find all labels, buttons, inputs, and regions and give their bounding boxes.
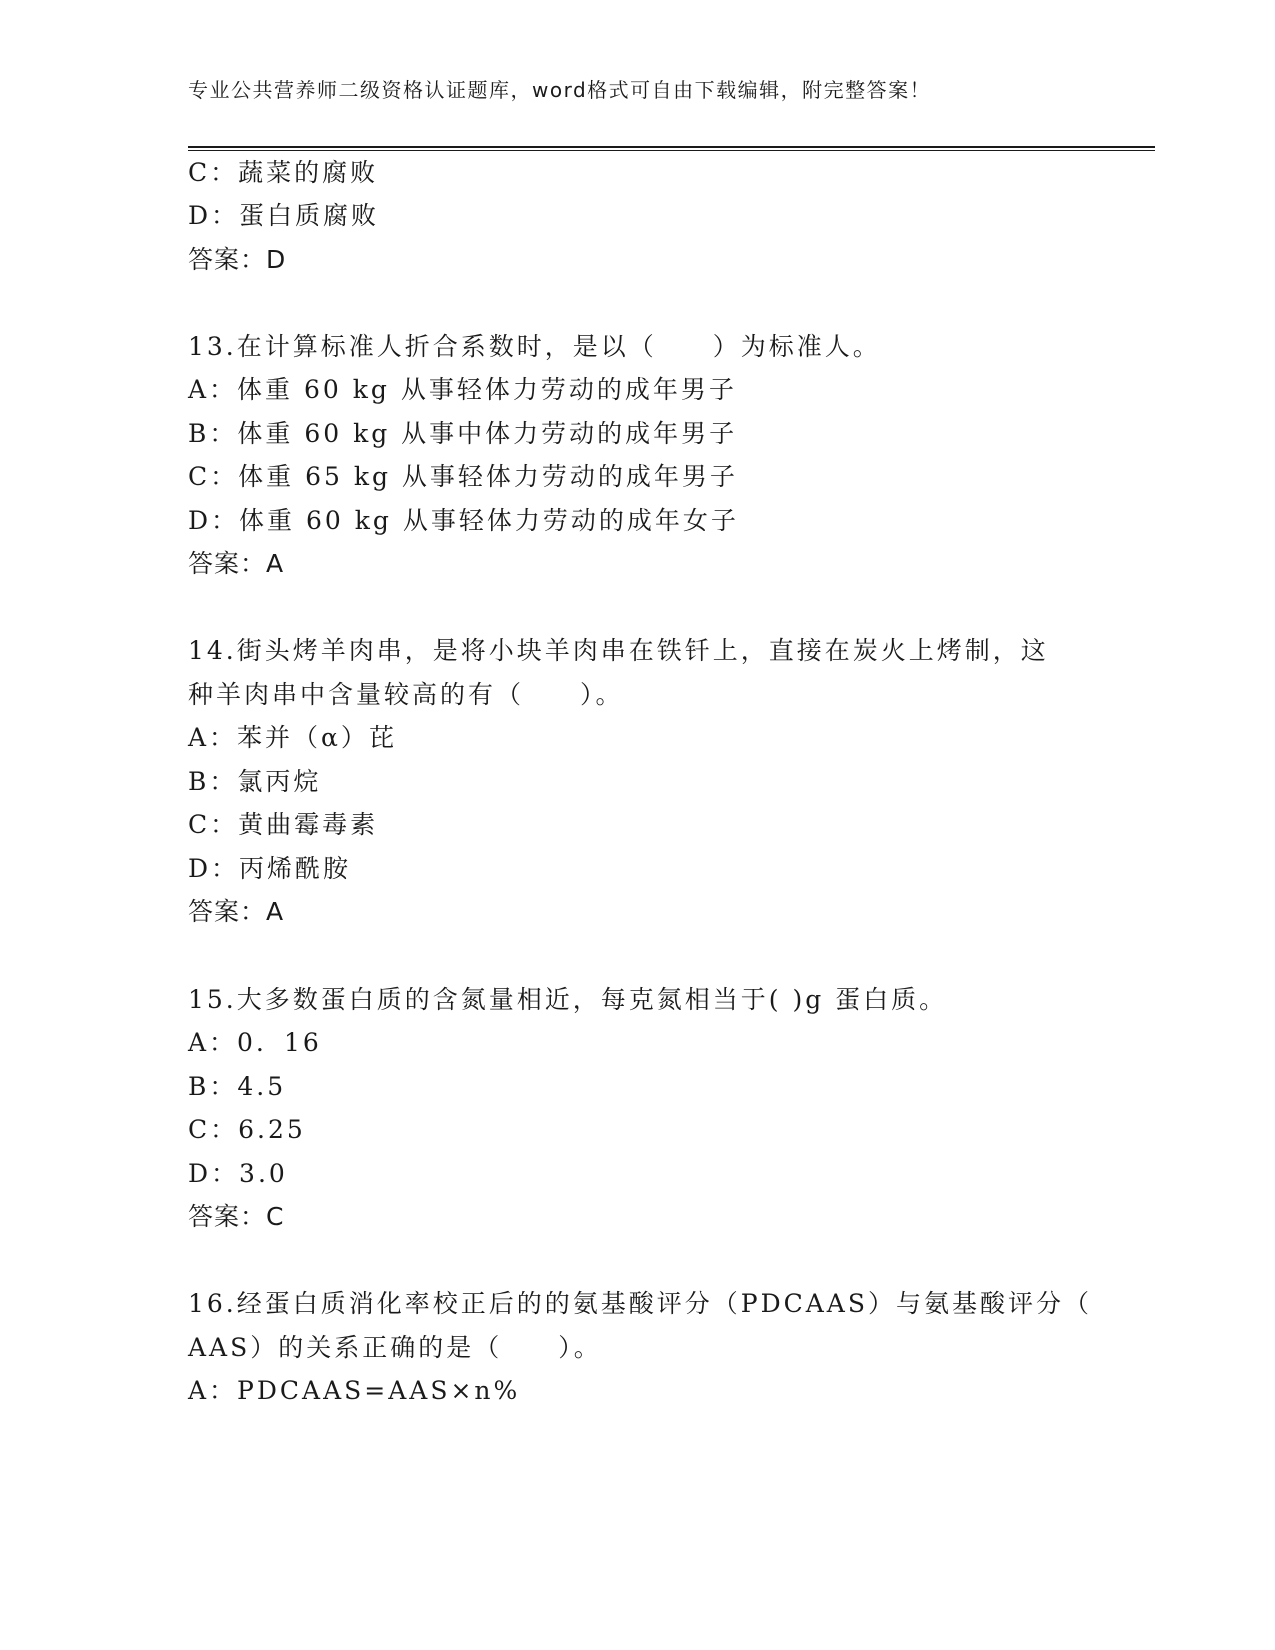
option-d: D：蛋白质腐败 xyxy=(188,201,380,230)
option-a: A：苯并（α）芘 xyxy=(188,723,397,752)
question-stem: 14.街头烤羊肉串，是将小块羊肉串在铁钎上，直接在炭火上烤制，这 xyxy=(188,636,1049,665)
option-a: A：0．16 xyxy=(188,1028,322,1057)
option-b: B：氯丙烷 xyxy=(188,767,322,796)
option-c: C：黄曲霉毒素 xyxy=(188,810,379,839)
header-rule-thin xyxy=(188,150,1155,151)
header-rule-thick xyxy=(188,146,1155,148)
answer: 答案：A xyxy=(188,897,285,926)
option-b: B：4.5 xyxy=(188,1072,287,1101)
option-d: D：体重 60 kg 从事轻体力劳动的成年女子 xyxy=(188,506,739,535)
question-stem: 15.大多数蛋白质的含氮量相近，每克氮相当于( )g 蛋白质。 xyxy=(188,985,948,1014)
option-b: B：体重 60 kg 从事中体力劳动的成年男子 xyxy=(188,419,738,448)
option-c: C：6.25 xyxy=(188,1115,306,1144)
question-stem: 16.经蛋白质消化率校正后的的氨基酸评分（PDCAAS）与氨基酸评分（ xyxy=(188,1289,1092,1318)
answer: 答案：D xyxy=(188,245,287,274)
option-a: A：PDCAAS=AAS×n% xyxy=(188,1376,521,1405)
answer: 答案：C xyxy=(188,1202,285,1231)
question-stem: 13.在计算标准人折合系数时，是以（ ）为标准人。 xyxy=(188,332,881,361)
option-d: D：丙烯酰胺 xyxy=(188,854,352,883)
question-stem-cont: 种羊肉串中含量较高的有（ ）。 xyxy=(188,680,624,709)
option-c: C：蔬菜的腐败 xyxy=(188,158,379,187)
option-d: D：3.0 xyxy=(188,1159,288,1188)
answer: 答案：A xyxy=(188,549,285,578)
option-a: A：体重 60 kg 从事轻体力劳动的成年男子 xyxy=(188,375,737,404)
question-stem-cont: AAS）的关系正确的是（ ）。 xyxy=(188,1333,602,1362)
page-header: 专业公共营养师二级资格认证题库，word格式可自由下载编辑，附完整答案！ xyxy=(188,78,932,102)
option-c: C：体重 65 kg 从事轻体力劳动的成年男子 xyxy=(188,462,738,491)
